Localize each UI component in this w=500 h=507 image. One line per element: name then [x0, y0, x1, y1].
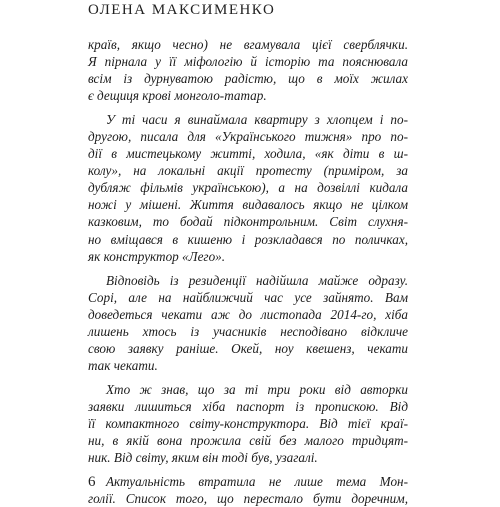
text-line: заявки лишиться хіба паспорт із пропискою. Від [88, 398, 408, 414]
text-line: голії. Список того, що перестало бути доречним, [88, 491, 408, 507]
paragraph [88, 381, 408, 466]
text-line: всім із дурнуватою радістю, що в моїх жилах [88, 71, 408, 87]
paragraph [88, 272, 408, 374]
text-line: другою, писала для «Українського тижня» про по- [88, 129, 408, 145]
text-line: У ті часи я винаймала квартиру з хлопцем і по- [106, 112, 408, 128]
text-line: ножі у мішені. Життя видавалось якщо не цілком [88, 197, 408, 213]
text-line: Відповідь із резиденції надійшла майже одразу. [106, 272, 408, 288]
text-line: Сорі, але на найближчий час усе зайнято. Вам [88, 289, 408, 305]
text-line: доведеться чекати аж до листопада 2014-го, хіба [88, 306, 408, 322]
paragraph [88, 36, 408, 104]
text-line: Хто ж знав, що за ті три роки від авторки [106, 381, 408, 397]
text-line: дубляж фільмів українською), а на дозвіллі кидала [88, 180, 408, 196]
text-line: ни, в якій вона прожила свій без малого тридцят- [88, 433, 408, 449]
text-line: так чекати. [88, 357, 158, 373]
text-line: її компактного світу-конструктора. Від тієї краї- [88, 415, 408, 431]
text-line: дії в мистецькому житті, ходила, «як діти в ш- [88, 146, 408, 162]
text-line: як конструктор «Лего». [88, 248, 226, 264]
text-line: є дещиця крові монголо-татар. [88, 88, 267, 104]
paragraph [88, 111, 408, 264]
text-line: казковим, то бодай підконтрольним. Світ слухня- [88, 214, 408, 230]
text-line: ник. Від світу, яким він тоді був, узагалі. [88, 450, 318, 466]
text-line: Актуальність втратила не лише тема Мон- [106, 474, 408, 490]
running-head: ОЛЕНА МАКСИМЕНКО [88, 2, 276, 18]
text-line: но вміщався в кишеню і розкладався по поличках, [88, 231, 408, 247]
text-line: лишень хтось із учасників несподівано відкличе [88, 323, 408, 339]
text-line: свою заявку раніше. Окей, ноу квешенз, чекати [88, 340, 408, 356]
text-line: країв, якщо чесно) не вгамувала цієї сверблячки. [88, 37, 408, 52]
page-number: 6 [88, 474, 96, 490]
text-line: колу», на локальні акції протесту (приміром, за [88, 163, 408, 179]
paragraph [88, 473, 408, 507]
body-text [88, 36, 408, 507]
text-line: Я пірнала у її міфологію й історію та пояснювала [88, 54, 408, 70]
